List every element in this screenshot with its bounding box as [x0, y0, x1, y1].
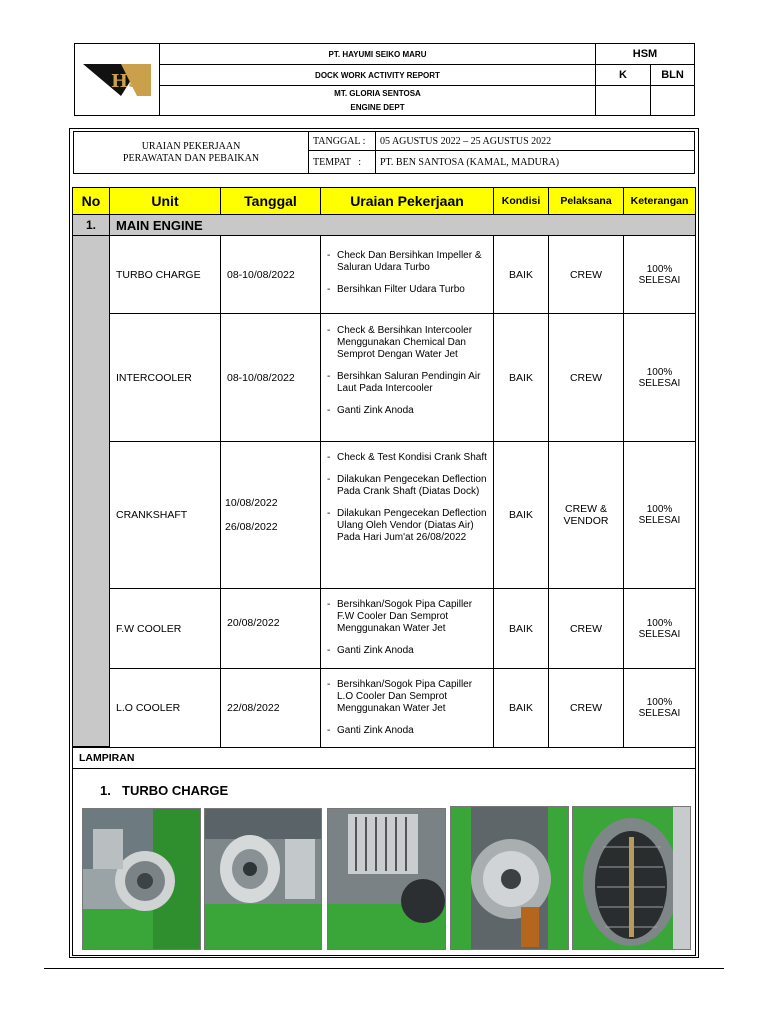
turbo-photo-1 — [82, 808, 201, 950]
row-executor: CREW — [548, 668, 624, 748]
section-number: 1. — [72, 214, 110, 236]
ship-and-dept — [159, 85, 596, 116]
col-date: Tanggal — [220, 187, 321, 215]
row-unit: L.O COOLER — [109, 668, 221, 748]
row-tasks — [320, 588, 494, 669]
row-date — [220, 441, 321, 589]
work-description — [73, 131, 309, 174]
task-item: - Bersihkan/Sogok Pipa Capiller F.W Cooler Dan Semprot Menggunakan Water Jet — [327, 599, 473, 634]
row-date-first: 10/08/2022 — [225, 497, 278, 509]
row-date: 20/08/2022 — [220, 588, 321, 669]
date-value: 05 AGUSTUS 2022 – 25 AGUSTUS 2022 — [375, 131, 695, 151]
attachment-number: 1. — [100, 783, 111, 798]
row-date-second: 26/08/2022 — [225, 521, 278, 533]
attachments-label: LAMPIRAN — [72, 747, 696, 769]
company-name: PT. HAYUMI SEIKO MARU — [159, 43, 596, 65]
place-label: TEMPAT : — [308, 150, 376, 174]
task-item: - Ganti Zink Anoda — [327, 645, 414, 656]
place-value: PT. BEN SANTOSA (KAMAL, MADURA) — [375, 150, 695, 174]
row-note: 100% SELESAI — [623, 313, 696, 442]
row-executor: CREW — [548, 588, 624, 669]
section-title: MAIN ENGINE — [109, 214, 696, 236]
task-item: - Bersihkan/Sogok Pipa Capiller L.O Cooler Dan Semprot Menggunakan Water Jet — [327, 679, 473, 714]
row-tasks — [320, 313, 494, 442]
turbo-photo-5 — [572, 806, 691, 950]
task-item: - Check & Bersihkan Intercooler Menggunakan Chemical Dan Semprot Dengan Water Jet — [327, 325, 473, 360]
attachment-heading — [100, 783, 228, 798]
col-no: No — [72, 187, 110, 215]
row-note: 100% SELESAI — [623, 235, 696, 314]
footer-divider — [44, 968, 724, 969]
company-logo — [81, 60, 153, 100]
turbo-photo-4 — [450, 806, 569, 950]
col-executor: Pelaksana — [548, 187, 624, 215]
col-unit: Unit — [109, 187, 221, 215]
row-condition: BAIK — [493, 313, 549, 442]
row-unit: INTERCOOLER — [109, 313, 221, 442]
row-note: 100% SELESAI — [623, 588, 696, 669]
ship-name: MT. GLORIA SENTOSA — [334, 88, 421, 98]
row-condition: BAIK — [493, 588, 549, 669]
work-description-line1: URAIAN PEKERJAAN — [141, 140, 241, 152]
code-bln: BLN — [650, 64, 695, 86]
work-description-line2: PERAWATAN DAN PEBAIKAN — [122, 152, 260, 164]
dept-name: ENGINE DEPT — [350, 102, 405, 112]
attachment-title: TURBO CHARGE — [122, 783, 229, 798]
code-hsm: HSM — [595, 43, 695, 65]
no-column-fill — [72, 235, 110, 747]
col-condition: Kondisi — [493, 187, 549, 215]
task-item: - Ganti Zink Anoda — [327, 725, 414, 736]
task-item: - Check & Test Kondisi Crank Shaft — [327, 452, 487, 463]
row-executor: CREW — [548, 313, 624, 442]
logo-cell — [74, 43, 160, 116]
turbo-photo-2 — [204, 808, 322, 950]
code-empty-right — [650, 85, 695, 116]
task-item: - Dilakukan Pengecekan Deflection Ulang Oleh Vendor (Diatas Air) Pada Hari Jum'at 26/08/2022 — [327, 508, 487, 543]
row-condition: BAIK — [493, 235, 549, 314]
row-date: 08-10/08/2022 — [220, 235, 321, 314]
row-unit: TURBO CHARGE — [109, 235, 221, 314]
row-note: 100% SELESAI — [623, 441, 696, 589]
turbo-photo-3 — [327, 808, 446, 950]
report-title: DOCK WORK ACTIVITY REPORT — [159, 64, 596, 86]
row-condition: BAIK — [493, 441, 549, 589]
row-tasks — [320, 441, 494, 589]
col-note: Keterangan — [623, 187, 696, 215]
report-header — [74, 43, 695, 116]
task-item: - Bersihkan Saluran Pendingin Air Laut Pada Intercooler — [327, 371, 481, 394]
row-date: 22/08/2022 — [220, 668, 321, 748]
row-condition: BAIK — [493, 668, 549, 748]
task-item: - Check Dan Bersihkan Impeller & Saluran Udara Turbo — [327, 250, 482, 273]
code-k: K — [595, 64, 651, 86]
row-executor: CREW — [548, 235, 624, 314]
date-label: TANGGAL : — [308, 131, 376, 151]
row-unit: F.W COOLER — [109, 588, 221, 669]
svg-text:HS: HS — [111, 70, 142, 92]
row-tasks — [320, 235, 494, 314]
code-empty-left — [595, 85, 651, 116]
row-executor: CREW & VENDOR — [548, 441, 624, 589]
row-note: 100% SELESAI — [623, 668, 696, 748]
task-item: - Dilakukan Pengecekan Deflection Pada Crank Shaft (Diatas Dock) — [327, 474, 487, 497]
task-item: - Ganti Zink Anoda — [327, 405, 414, 416]
row-date: 08-10/08/2022 — [220, 313, 321, 442]
col-work-description: Uraian Pekerjaan — [320, 187, 494, 215]
row-tasks — [320, 668, 494, 748]
task-item: - Bersihkan Filter Udara Turbo — [327, 284, 465, 295]
row-unit: CRANKSHAFT — [109, 441, 221, 589]
